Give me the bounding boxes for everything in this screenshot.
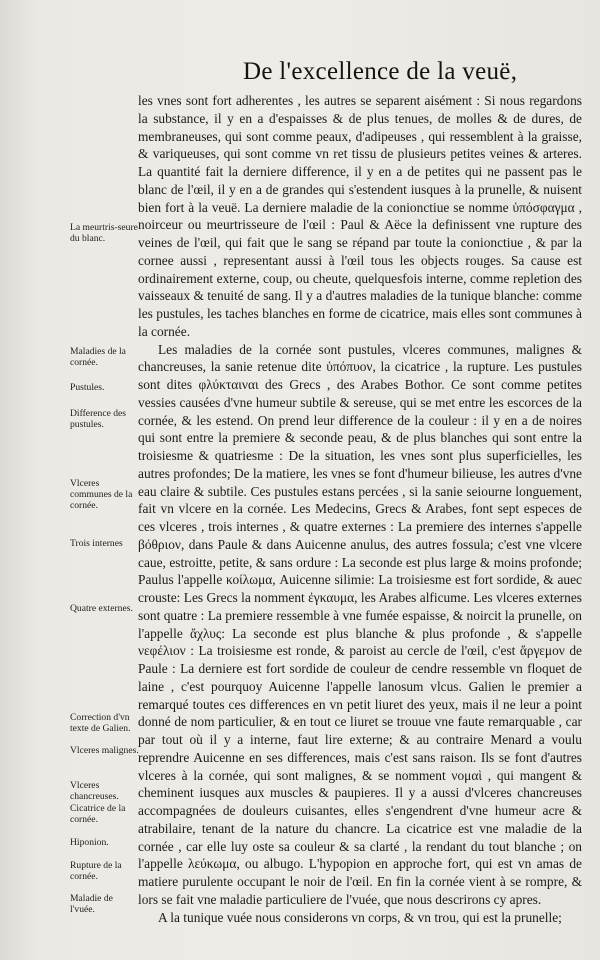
margin-note: Vlceres chancreuses. [70, 780, 119, 802]
margin-note: Difference des pustules. [70, 408, 127, 430]
margin-note: Hiponion. [70, 837, 109, 848]
margin-note: Maladie de l'vuée. [70, 893, 113, 915]
margin-note: Vlceres malignes. [70, 745, 139, 756]
margin-note: Pustules. [70, 382, 105, 393]
margin-note: Rupture de la cornée. [70, 860, 122, 882]
margin-note: Cicatrice de la cornée. [70, 803, 126, 825]
margin-note: Maladies de la cornée. [70, 346, 126, 368]
main-text [138, 92, 582, 926]
margin-note: Vlceres communes de la cornée. [70, 478, 133, 511]
paragraph: Les maladies de la cornée sont pustules, vlceres communes, malignes & chancreuses, la sanie retenue dite ὑπόπυον, la cicatrice , la rupture. Les pustules sont dites φλύκταιναι des Grecs , des Arabes Bothor. Ce sont comme petites vessies causées d'vne humeur subtile & sereuse, qui se met entre les escorces de la cornée, & les estend. On prend leur difference de la couleur : il y en a de noires qui sont entre la premiere & seconde peau, & de plus blanches qui sont entre la troisiesme & quatriesme : De la situation, les vnes sont plus superficielles, les autres profondes; De la matiere, les vnes se font d'humeur bilieuse, les autres d'vne eau claire & subtile. Ces pustules estans percées , si la sanie seiourne longuement, fait vn vlcere en la cornée. Les Medecins, Grecs & Arabes, font sept especes de ces vlceres , trois internes , & quatre externes : La premiere des internes s'appelle βόθριον, dans Paule & dans Auicenne anulus, des autres fossula; c'est vne vlcere caue, estroitte, petite, & sans ordure : La seconde est plus large & moins profonde; Paulus l'appelle κοίλωμα, Auicenne silimie: La troisiesme est fort sordide, & auec crouste: Les Grecs la nomment ἐγκαυμα, les Arabes alficume. Les vlceres externes sont quatre : La premiere ressemble à vne fumée espaisse, & noircit la prunelle, on l'appelle ἄχλυς: La seconde est plus blanche & plus profonde , & s'appelle νεφέλιον : La troisiesme est ronde, & paroist au cercle de l'œil, c'est ἄργεμον de Paule : La derniere est fort sordide de couleur de cendre ressemble vn floquet de laine , c'est pourquoy Auicenne l'appelle lanosum vlcus. Galien le premier a remarqué toutes ces differences en vn petit liuret des yeux, mais il ne leur a point donné de nom particulier, & en tout ce liuret se trouue vne faute remarquable , car par tout où il y a interne, faut lire externe; & au contraire Menard a voulu reprendre Auicenne en ses differences, mais c'est sans raison. Ils se font d'autres vlceres à la cornée, qui sont malignes, & se nomment νομαὶ , qui mangent & cheminent iusques aux muscles & paupieres. Il y a aussi d'vlceres chancreuses accompagnées de douleurs cuisantes, elles s'engendrent d'vne humeur acre & atrabilaire, tenant de la nature du chancre. La cicatrice est vne maladie de la cornée , car elle luy oste sa couleur & sa clarté , la rendant du tout blanche ; on l'appelle λεύκωμα, ou albugo. L'hypopion en approche fort, qui est vn amas de matiere purulente occupant le noir de l'œil. En fin la cornée vient à se rompre, & lors se fait vne maladie particuliere de l'vuée, que nous descrirons cy apres. [138, 341, 582, 907]
margin-note: Quatre externes. [70, 603, 133, 614]
page-title: De l'excellence de la veuë, [243, 58, 518, 85]
margin-note: Correction d'vn texte de Galien. [70, 712, 131, 734]
paragraph: les vnes sont fort adherentes , les autres se separent aisément : Si nous regardons la substance, il y en a d'espaisses & de plus tenues, de molles & de dures, de membraneuses, qui sont comme peaux, d'adipeuses , qui ressemblent à la graisse, & variqueuses, qui sont comme vn ret tissu de plusieurs petites veines & arteres. La quantité fait la derniere difference, il y en a de petites qui ne passent pas le blanc de l'œil, il y en a de grandes qui s'estendent iusques à la prunelle, & nuisent bien fort à la veuë. La derniere maladie de la conionctiue se nomme ὑπόσφαγμα , noirceur ou meurtrisseure de l'œil : Paul & Aëce la definissent vne rupture des veines de l'œil, qui fait que le sang se répand par toute la conionctiue , & par la cornee aussi , representant aussi à l'œil tous les objects rouges. Sa cause est ordinairement externe, coup, ou cheute, quelquesfois interne, comme repletion des vaisseaux & tenuité de sang. Il y a d'autres maladies de la tunique blanche: comme les pustules, les taches blanches en forme de cicatrice, mais elles sont communes à la cornée. [138, 93, 582, 339]
paragraph: A la tunique vuée nous considerons vn corps, & vn trou, qui est la prunelle; [158, 909, 562, 925]
margin-note: La meurtris-seure du blanc. [70, 222, 138, 244]
margin-note: Trois internes [70, 538, 123, 549]
